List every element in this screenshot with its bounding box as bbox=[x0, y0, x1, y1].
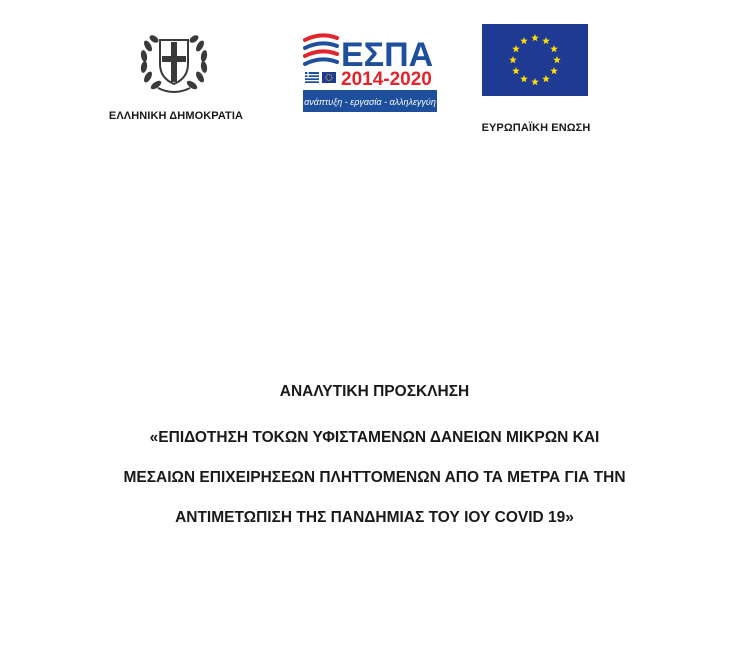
eu-caption: ΕΥΡΩΠΑΪΚΗ ΕΝΩΣΗ bbox=[481, 122, 591, 134]
eu-flag-logo bbox=[482, 24, 588, 96]
greek-emblem-logo bbox=[134, 26, 214, 98]
espa-wordmark: ΕΣΠΑ bbox=[341, 36, 434, 74]
greek-emblem-icon bbox=[134, 26, 214, 98]
espa-years: 2014-2020 bbox=[341, 69, 432, 90]
eu-flag-icon bbox=[482, 24, 588, 96]
espa-tagline: ανάπτυξη - εργασία - αλληλεγγύη bbox=[304, 97, 436, 107]
eu-flag-mini-icon bbox=[322, 72, 336, 83]
document-subtitle-line-1: «ΕΠΙΔΟΤΗΣΗ ΤΟΚΩΝ ΥΦΙΣΤΑΜΕΝΩΝ ΔΑΝΕΙΩΝ ΜΙΚΡΩΝ ΚΑΙ bbox=[149, 429, 600, 446]
greek-flag-icon bbox=[305, 72, 319, 83]
document-title: ΑΝΑΛΥΤΙΚΗ ΠΡΟΣΚΛΗΣΗ bbox=[279, 383, 470, 400]
document-subtitle-line-2: ΜΕΣΑΙΩΝ ΕΠΙΧΕΙΡΗΣΕΩΝ ΠΛΗΤΤΟΜΕΝΩΝ ΑΠΟ ΤΑ ΜΕΤΡΑ ΓΙΑ ΤΗΝ bbox=[123, 469, 626, 486]
espa-logo-icon bbox=[301, 28, 439, 114]
document-subtitle-line-3: ΑΝΤΙΜΕΤΩΠΙΣΗ ΤΗΣ ΠΑΝΔΗΜΙΑΣ ΤΟΥ ΙΟΥ COVID 19» bbox=[175, 509, 574, 526]
emblem-caption: ΕΛΛΗΝΙΚΗ ΔΗΜΟΚΡΑΤΙΑ bbox=[108, 110, 244, 122]
espa-logo bbox=[301, 28, 439, 114]
